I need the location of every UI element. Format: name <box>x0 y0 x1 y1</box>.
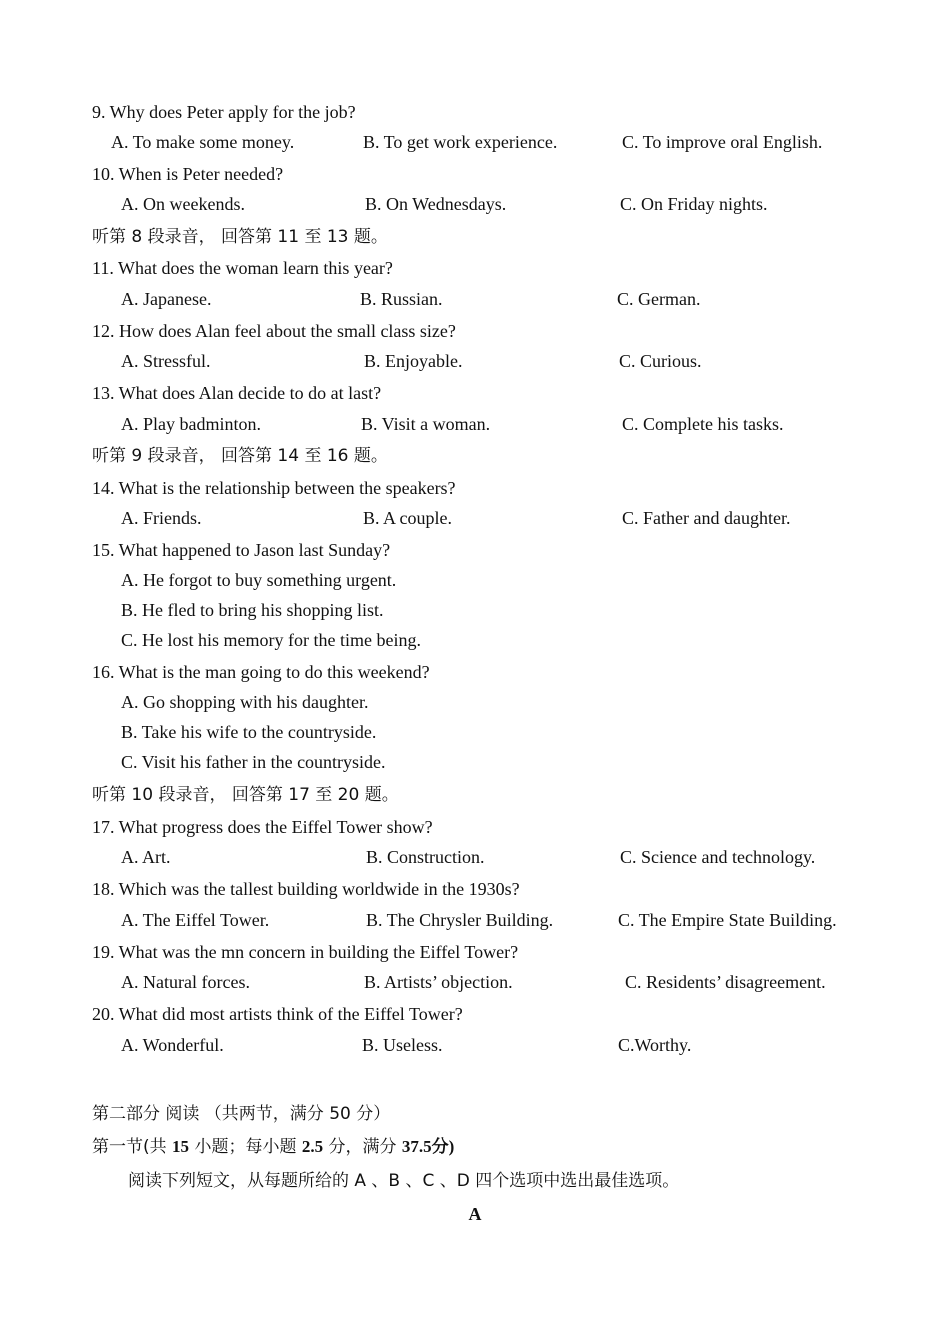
section-1-mid1: 小题；每小题 <box>194 1137 297 1157</box>
option-14b: B. A couple. <box>363 508 452 528</box>
option-12c: C. Curious. <box>619 351 702 371</box>
instruction-segment-8: 听第 8 段录音， 回答第 11 至 13 题。 <box>92 227 388 247</box>
section-1-points-each: 2.5 <box>301 1137 324 1156</box>
option-18b: B. The Chrysler Building. <box>366 910 554 930</box>
section-1-total: 37.5 <box>401 1137 432 1156</box>
option-18a: A. The Eiffel Tower. <box>121 910 270 930</box>
question-12: 12. How does Alan feel about the small class size? <box>92 321 456 341</box>
question-10: 10. When is Peter needed? <box>92 164 284 184</box>
option-10c: C. On Friday nights. <box>620 194 768 214</box>
section-1-end: 分) <box>431 1137 455 1156</box>
section-1-count: 15 <box>172 1137 190 1156</box>
option-20a: A. Wonderful. <box>121 1035 224 1055</box>
option-13c: C. Complete his tasks. <box>622 414 784 434</box>
question-20: 20. What did most artists think of the Eiffel Tower? <box>92 1004 463 1024</box>
option-13b: B. Visit a woman. <box>361 414 491 434</box>
instruction-segment-10: 听第 10 段录音， 回答第 17 至 20 题。 <box>92 785 399 805</box>
option-15b: B. He fled to bring his shopping list. <box>121 600 384 620</box>
option-11a: A. Japanese. <box>121 289 212 309</box>
option-19a: A. Natural forces. <box>121 972 250 992</box>
section-1-mid2: 分，满分 <box>328 1137 397 1157</box>
option-15c: C. He lost his memory for the time being. <box>121 630 421 650</box>
option-17b: B. Construction. <box>366 847 485 867</box>
reading-direction: 阅读下列短文，从每题所给的 A 、B 、C 、D 四个选项中选出最佳选项。 <box>128 1171 680 1191</box>
instruction-segment-9: 听第 9 段录音， 回答第 14 至 16 题。 <box>92 446 388 466</box>
question-19: 19. What was the mn concern in building the Eiffel Tower? <box>92 942 519 962</box>
option-10a: A. On weekends. <box>121 194 245 214</box>
option-11c: C. German. <box>617 289 701 309</box>
option-17a: A. Art. <box>121 847 171 867</box>
option-18c: C. The Empire State Building. <box>618 910 837 930</box>
option-15a: A. He forgot to buy something urgent. <box>121 570 397 590</box>
option-9b: B. To get work experience. <box>363 132 558 152</box>
question-9: 9. Why does Peter apply for the job? <box>92 102 356 122</box>
option-17c: C. Science and technology. <box>620 847 816 867</box>
option-19c: C. Residents’ disagreement. <box>625 972 826 992</box>
option-20b: B. Useless. <box>362 1035 443 1055</box>
question-11: 11. What does the woman learn this year? <box>92 258 393 278</box>
option-9c: C. To improve oral English. <box>622 132 823 152</box>
option-14c: C. Father and daughter. <box>622 508 791 528</box>
option-19b: B. Artists’ objection. <box>364 972 513 992</box>
option-12b: B. Enjoyable. <box>364 351 463 371</box>
question-18: 18. Which was the tallest building worldwide in the 1930s? <box>92 879 520 899</box>
option-16b: B. Take his wife to the countryside. <box>121 722 377 742</box>
option-16a: A. Go shopping with his daughter. <box>121 692 369 712</box>
section-1-pre: 第一节(共 <box>92 1137 167 1157</box>
passage-label: A <box>468 1204 482 1224</box>
question-17: 17. What progress does the Eiffel Tower show? <box>92 817 433 837</box>
option-11b: B. Russian. <box>360 289 443 309</box>
option-20c: C.Worthy. <box>618 1035 692 1055</box>
option-13a: A. Play badminton. <box>121 414 261 434</box>
option-10b: B. On Wednesdays. <box>365 194 507 214</box>
question-15: 15. What happened to Jason last Sunday? <box>92 540 391 560</box>
question-13: 13. What does Alan decide to do at last? <box>92 383 382 403</box>
part-2-title: 第二部分 阅读 （共两节，满分 50 分） <box>92 1104 391 1124</box>
option-14a: A. Friends. <box>121 508 202 528</box>
question-16: 16. What is the man going to do this weekend? <box>92 662 430 682</box>
option-12a: A. Stressful. <box>121 351 211 371</box>
option-16c: C. Visit his father in the countryside. <box>121 752 386 772</box>
option-9a: A. To make some money. <box>111 132 295 152</box>
question-14: 14. What is the relationship between the speakers? <box>92 478 456 498</box>
section-1-heading <box>92 1136 454 1158</box>
